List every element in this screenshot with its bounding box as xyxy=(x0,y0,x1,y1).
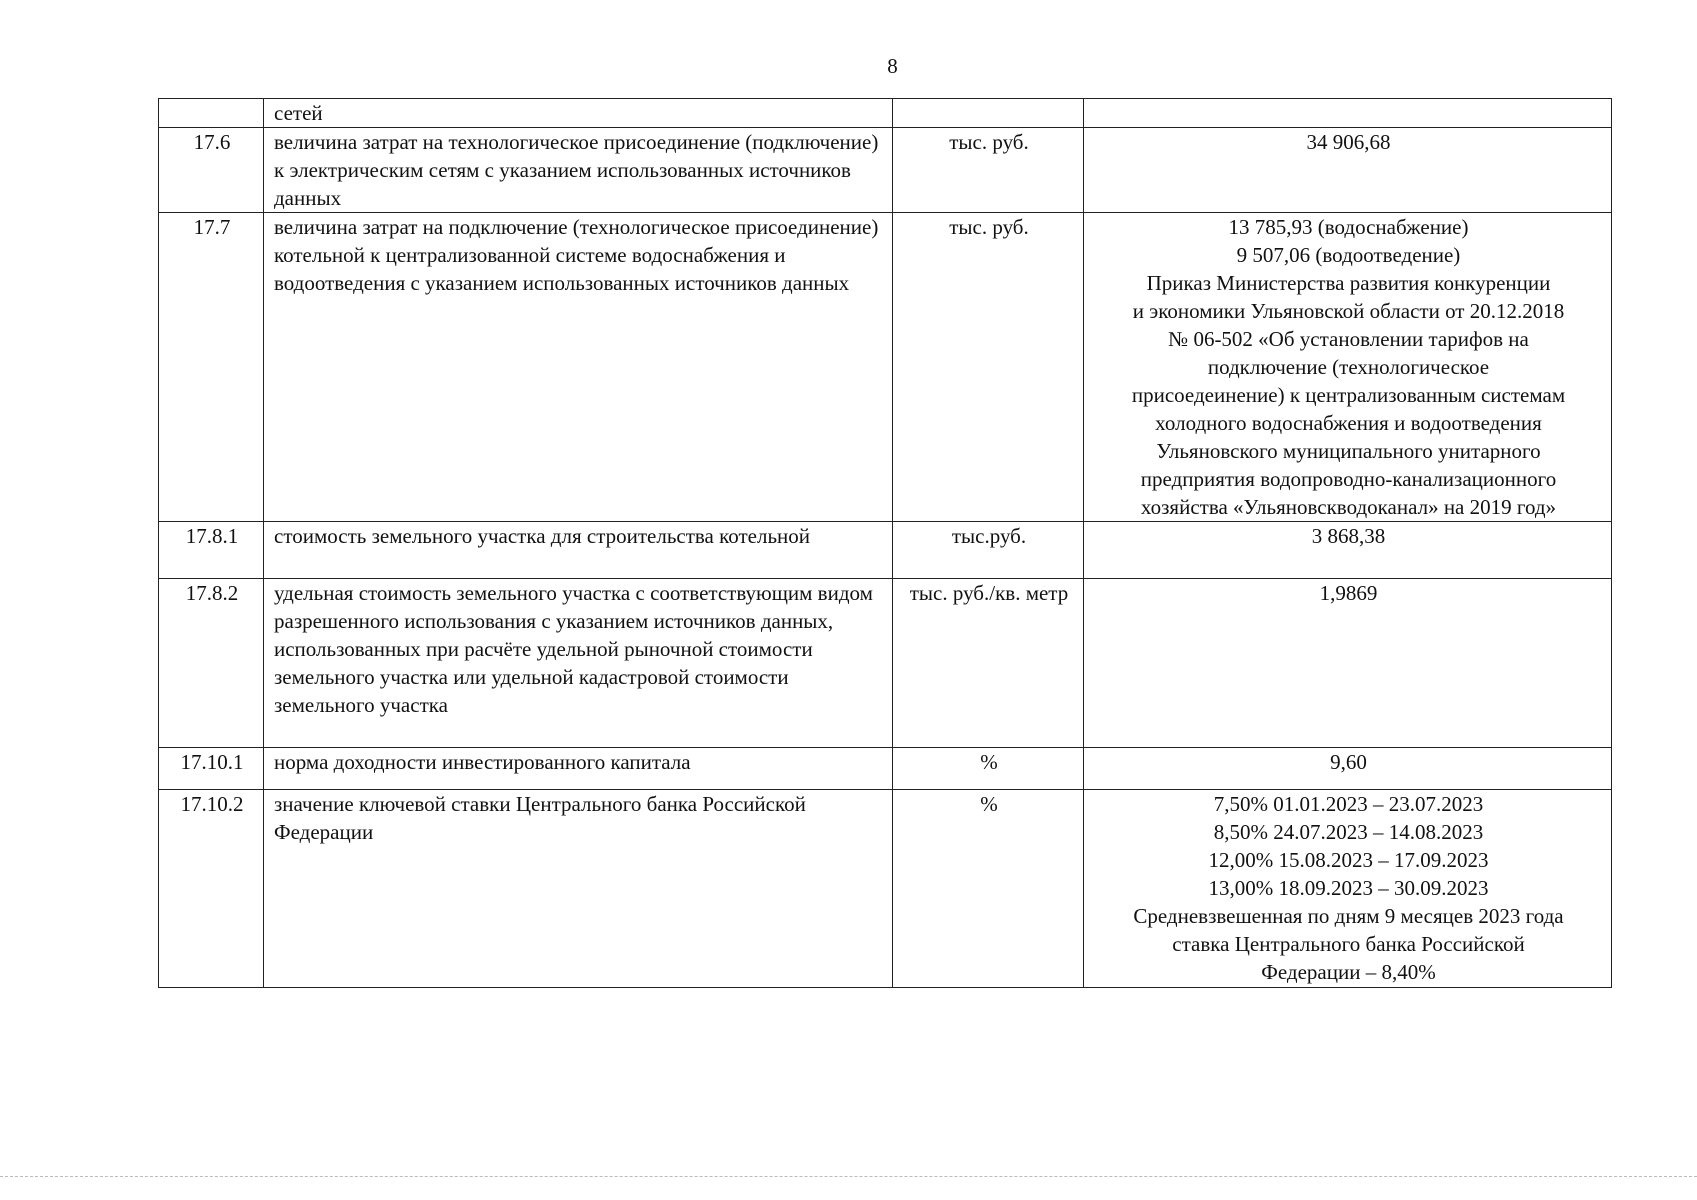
value-cell xyxy=(1084,213,1612,522)
unit-cell: тыс. руб. xyxy=(893,128,1084,213)
indicator-name-cell: удельная стоимость земельного участка с соответствующим видом разрешенного использования с указанием источников данных, использованных при расчёте удельной рыночной стоимости земельного участка или удельной кадастровой стоимости земельного участка xyxy=(264,579,893,748)
table-row xyxy=(159,128,1612,213)
row-number-cell: 17.6 xyxy=(159,128,264,213)
value-line: 3 868,38 xyxy=(1311,524,1386,548)
value-line: Федерации – 8,40% xyxy=(1261,960,1436,984)
indicator-name-cell: сетей xyxy=(264,99,893,128)
table-row xyxy=(159,579,1612,748)
value-line: Приказ Министерства развития конкуренции xyxy=(1146,271,1551,295)
value-line: 34 906,68 xyxy=(1306,130,1391,154)
value-line: 8,50% 24.07.2023 – 14.08.2023 xyxy=(1213,820,1484,844)
row-number-cell: 17.10.1 xyxy=(159,748,264,790)
value-line: 12,00% 15.08.2023 – 17.09.2023 xyxy=(1208,848,1489,872)
indicator-name-cell: стоимость земельного участка для строительства котельной xyxy=(264,522,893,579)
value-line: холодного водоснабжения и водоотведения xyxy=(1155,411,1542,435)
table-row xyxy=(159,213,1612,522)
value-cell xyxy=(1084,522,1612,579)
indicator-name-cell: значение ключевой ставки Центрального банка Российской Федерации xyxy=(264,790,893,988)
indicators-table xyxy=(158,98,1612,988)
indicator-name-cell: величина затрат на технологическое присоединение (подключение) к электрическим сетям с указанием использованных источников данных xyxy=(264,128,893,213)
table-body xyxy=(159,99,1612,988)
value-line: предприятия водопроводно-канализационного xyxy=(1140,467,1557,491)
unit-cell: тыс. руб. xyxy=(893,213,1084,522)
value-line: и экономики Ульяновской области от 20.12.2018 xyxy=(1132,299,1565,323)
value-line: 13,00% 18.09.2023 – 30.09.2023 xyxy=(1208,876,1489,900)
value-line: Средневзвешенная по дням 9 месяцев 2023 года xyxy=(1133,904,1564,928)
value-line: подключение (технологическое xyxy=(1207,355,1490,379)
row-number-cell: 17.10.2 xyxy=(159,790,264,988)
row-number-cell: 17.8.1 xyxy=(159,522,264,579)
value-cell xyxy=(1084,579,1612,748)
unit-cell: % xyxy=(893,748,1084,790)
page-number: 8 xyxy=(887,54,898,78)
unit-cell: тыс.руб. xyxy=(893,522,1084,579)
indicator-name-cell: величина затрат на подключение (технологическое присоединение) котельной к централизованной системе водоснабжения и водоотведения с указанием использованных источников данных xyxy=(264,213,893,522)
value-cell xyxy=(1084,99,1612,128)
table-row xyxy=(159,790,1612,988)
row-number-cell: 17.8.2 xyxy=(159,579,264,748)
row-number-cell xyxy=(159,99,264,128)
value-cell xyxy=(1084,790,1612,988)
value-line: 13 785,93 (водоснабжение) xyxy=(1228,215,1469,239)
table-row xyxy=(159,748,1612,790)
table-row xyxy=(159,99,1612,128)
value-cell xyxy=(1084,748,1612,790)
value-line: 1,9869 xyxy=(1319,581,1378,605)
value-line: присоедеинение) к централизованным системам xyxy=(1131,383,1566,407)
value-line: 9 507,06 (водоотведение) xyxy=(1236,243,1461,267)
value-line: 9,60 xyxy=(1330,750,1367,774)
value-line: ставка Центрального банка Российской xyxy=(1172,932,1525,956)
scan-edge-line xyxy=(0,1176,1697,1177)
table-row xyxy=(159,522,1612,579)
row-number-cell: 17.7 xyxy=(159,213,264,522)
value-line: № 06-502 «Об установлении тарифов на xyxy=(1168,327,1529,351)
value-cell xyxy=(1084,128,1612,213)
unit-cell: % xyxy=(893,790,1084,988)
unit-cell: тыс. руб./кв. метр xyxy=(893,579,1084,748)
value-line: Ульяновского муниципального унитарного xyxy=(1156,439,1541,463)
indicator-name-cell: норма доходности инвестированного капитала xyxy=(264,748,893,790)
value-line: 7,50% 01.01.2023 – 23.07.2023 xyxy=(1213,792,1484,816)
value-line: хозяйства «Ульяновскводоканал» на 2019 год» xyxy=(1140,495,1557,519)
unit-cell xyxy=(893,99,1084,128)
